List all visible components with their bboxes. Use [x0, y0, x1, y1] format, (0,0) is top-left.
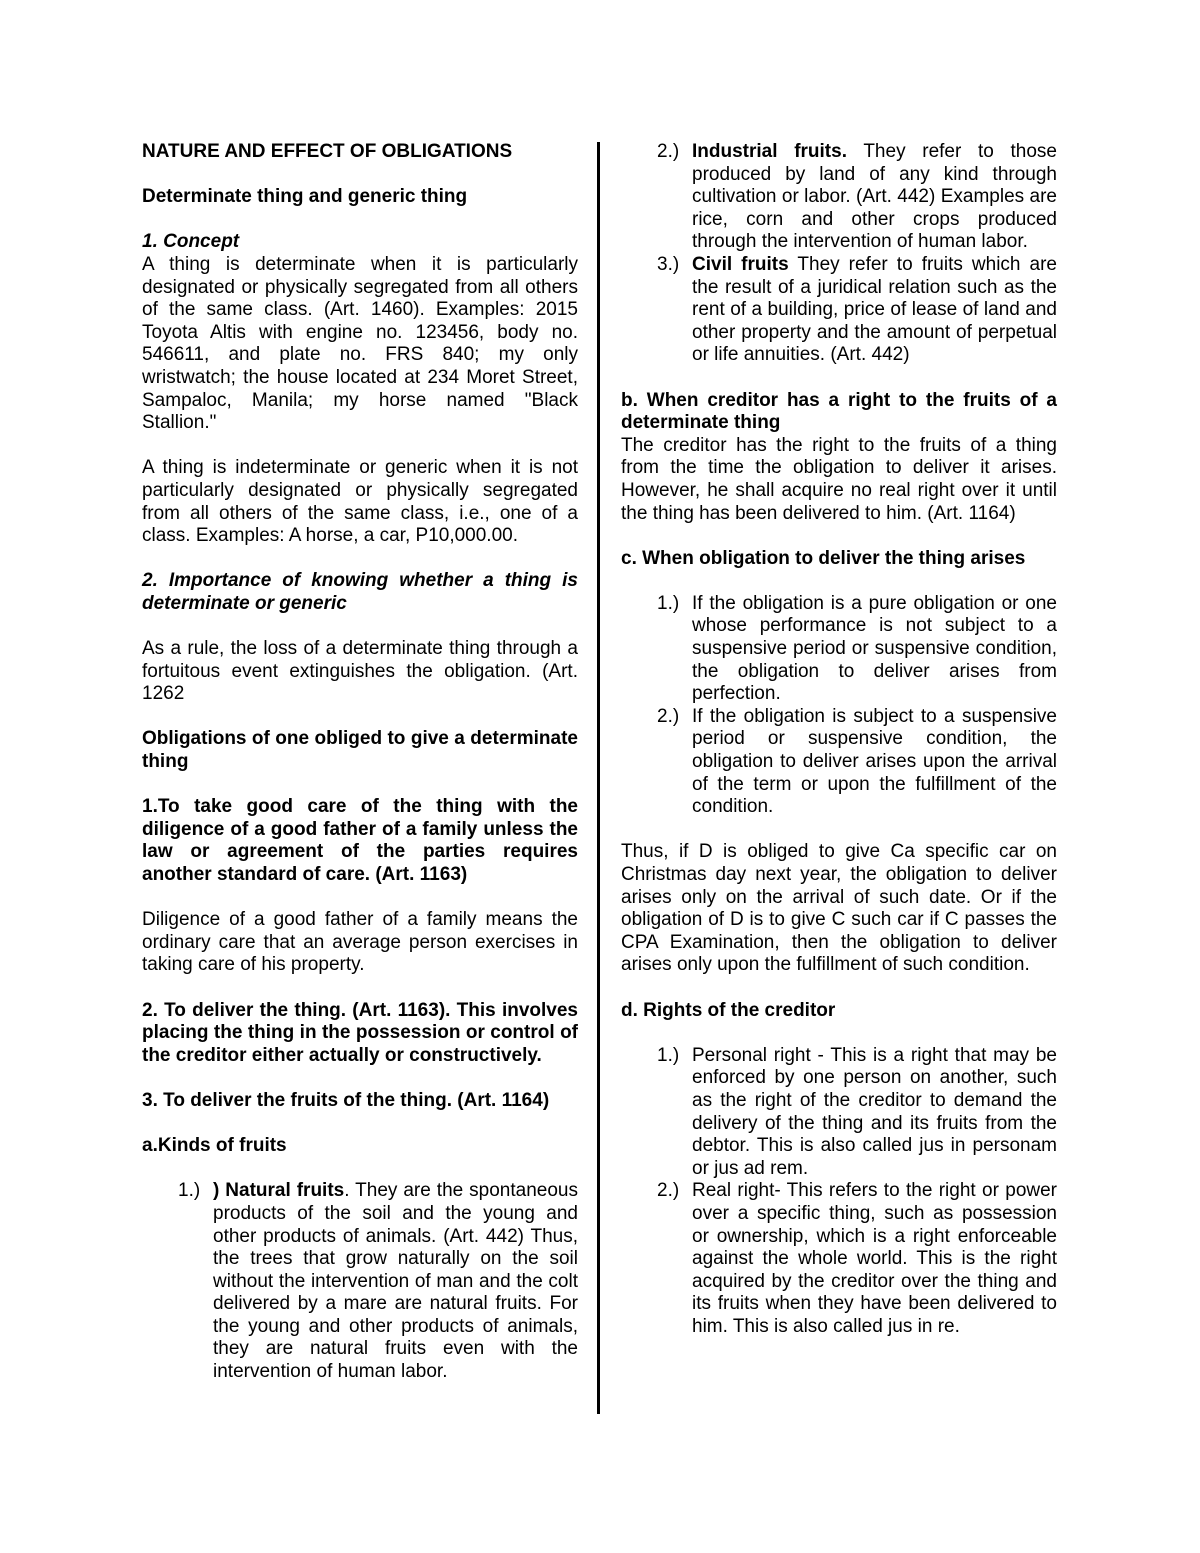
- list-number: 2.): [657, 141, 680, 162]
- list-item: [621, 254, 1057, 367]
- fruit-term: Industrial fruits.: [692, 141, 847, 162]
- section-c-heading: c. When obligation to deliver the thing arises: [621, 547, 1026, 569]
- list-number: 1.): [657, 1044, 680, 1066]
- list-item-text: If the obligation is subject to a suspensive period or suspensive condition, the obligation to deliver arises upon the arrival of the term or upon the fulfillment of the condition.: [692, 705, 1057, 818]
- column-divider: [597, 142, 600, 1414]
- list-item-text: Real right- This refers to the right or power over a specific thing, such as possession or ownership, which is a right enforceable against the whole world. This is the right acquired by the creditor over the thing and its fruits when they have been delivered to him. This is also called jus in re.: [692, 1180, 1057, 1337]
- list-item: [621, 1045, 1057, 1181]
- section-b-heading: b. When creditor has a right to the fruits of a determinate thing: [621, 389, 1057, 434]
- list-number: 1.): [657, 592, 680, 614]
- importance-paragraph: As a rule, the loss of a determinate thing through a fortuitous event extinguishes the obligation. (Art. 1262: [142, 638, 578, 705]
- left-column: [142, 141, 578, 1384]
- list-item-text: Personal right - This is a right that may be enforced by one person on another, such as the right of the creditor to demand the delivery of the thing and its fruits from the debtor. This is also called jus in personam or jus ad rem.: [692, 1044, 1057, 1179]
- section-heading: Determinate thing and generic thing: [142, 186, 468, 208]
- list-number: 3.): [657, 253, 680, 275]
- section-d-heading: d. Rights of the creditor: [621, 999, 836, 1021]
- fruit-term: Civil fruits: [692, 253, 789, 275]
- fruits-list-continued: [621, 141, 1057, 367]
- right-column: [621, 141, 1057, 1338]
- document-title: NATURE AND EFFECT OF OBLIGATIONS: [142, 141, 513, 162]
- fruits-list: [142, 1180, 578, 1383]
- list-item: [621, 593, 1057, 706]
- list-number: 2.): [657, 1180, 680, 1202]
- list-item: [621, 1180, 1057, 1338]
- duty-1-heading: 1.To take good care of the thing with the diligence of a good father of a family unless the law or agreement of the parties requires another standard of care. (Art. 1163): [142, 796, 578, 885]
- list-item: [142, 1180, 578, 1383]
- section-b-paragraph: The creditor has the right to the fruits of a thing from the time the obligation to deliver it arises. However, he shall acquire no real right over it until the thing has been delivered to him. (Art. 1164): [621, 434, 1057, 524]
- duty-3-heading: 3. To deliver the fruits of the thing. (Art. 1164): [142, 1089, 550, 1111]
- fruit-term: ) Natural fruits: [213, 1180, 345, 1202]
- concept-paragraph-generic: A thing is indeterminate or generic when it is not particularly designated or physically segregated from all others of the same class, i.e., one of a class. Examples: A horse, a car, P10,000.00.: [142, 457, 578, 547]
- concept-paragraph-determinate: A thing is determinate when it is particularly designated or physically segregated from all others of the same class. (Art. 1460). Examples: 2015 Toyota Altis with engine no. 123456, body no. 546611, and plate no. FRS 840; my only wristwatch; the house located at 234 Moret Street, Sampaloc, Manila; my horse named "Black Stallion.": [142, 253, 578, 434]
- fruit-description: They refer to those produced by land of any kind through cultivation or labor. (Art. 442) Examples are rice, corn and other crops produced through the intervention of human labor.: [692, 141, 1058, 253]
- delivery-list: [621, 593, 1057, 819]
- duty-1-paragraph: Diligence of a good father of a family means the ordinary care that an average person exercises in taking care of his property.: [142, 909, 578, 976]
- fruit-description: They refer to fruits which are the result of a juridical relation such as the rent of a building, price of lease of land and other property and the amount of perpetual or life annuities. (Art. 442): [692, 253, 1057, 366]
- kinds-of-fruits-heading: a.Kinds of fruits: [142, 1135, 287, 1157]
- rights-list: [621, 1045, 1057, 1339]
- list-item: [621, 706, 1057, 819]
- list-number: 1.): [178, 1180, 201, 1202]
- importance-heading: 2. Importance of knowing whether a thing is determinate or generic: [142, 570, 578, 614]
- list-item-text: If the obligation is a pure obligation or one whose performance is not subject to a suspensive period or suspensive condition, the obligation to deliver arises from perfection.: [692, 592, 1057, 705]
- duty-2-heading: 2. To deliver the thing. (Art. 1163). This involves placing the thing in the possession or control of the creditor either actually or constructively.: [142, 999, 578, 1066]
- section-c-example: Thus, if D is obliged to give Ca specific car on Christmas day next year, the obligation to deliver arises only on the arrival of such date. Or if the obligation of D is to give C such car if C passes the CPA Examination, then the obligation to deliver arises only upon the fulfillment of such condition.: [621, 841, 1057, 976]
- list-item: [621, 141, 1057, 254]
- concept-heading: 1. Concept: [142, 231, 240, 253]
- fruit-description: . They are the spontaneous products of the soil and the young and other products of animals. (Art. 442) Thus, the trees that grow naturally on the soil without the intervention of man and the colt delivered by a mare are natural fruits. For the young and other products of animals, they are natural fruits even with the intervention of human labor.: [213, 1180, 578, 1383]
- obligations-heading: Obligations of one obliged to give a determinate thing: [142, 728, 578, 773]
- list-number: 2.): [657, 705, 680, 727]
